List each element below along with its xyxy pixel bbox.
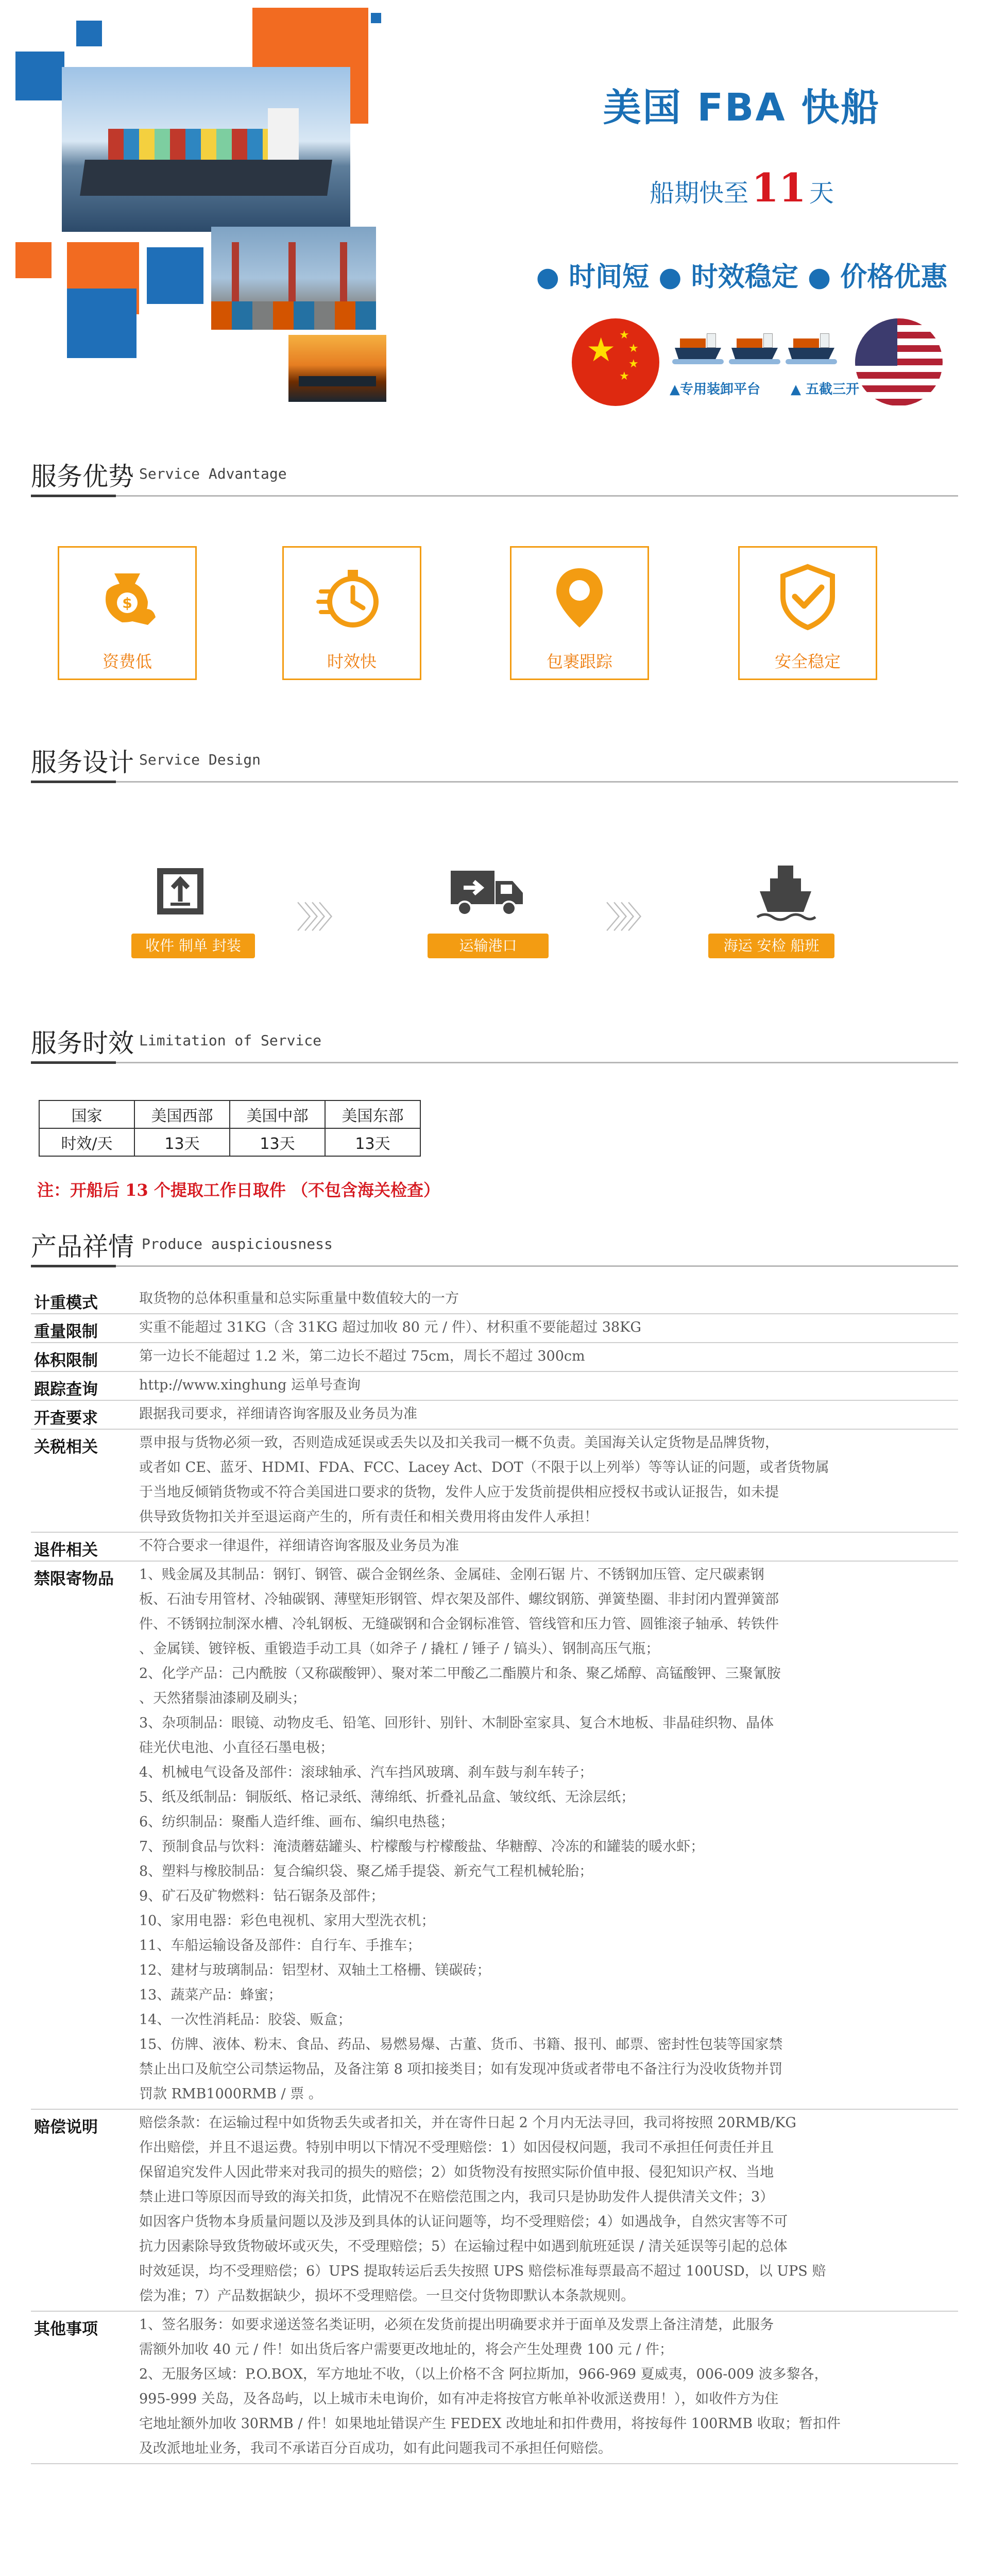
advantage-label: 安全稳定 xyxy=(774,652,841,671)
arrow-chevrons-icon: 〉〉〉〉 xyxy=(296,900,340,936)
detail-value xyxy=(139,1343,958,1371)
detail-value xyxy=(139,1533,958,1561)
detail-line: 取货物的总体积重量和总实际重量中数值较大的一方 xyxy=(139,1291,459,1307)
section-divider xyxy=(31,781,958,783)
stopwatch-icon xyxy=(284,558,420,635)
subtitle-suffix: 天 xyxy=(809,179,834,208)
decor-square xyxy=(15,242,52,278)
detail-row xyxy=(31,1314,958,1343)
detail-row xyxy=(31,1372,958,1401)
detail-key: 计重模式 xyxy=(34,1294,98,1312)
detail-row xyxy=(31,2110,958,2312)
package-icon xyxy=(142,855,219,927)
table-cell: 国家 xyxy=(39,1100,134,1128)
tag-platform: ▲专用装卸平台 xyxy=(670,382,760,397)
decor-square xyxy=(76,21,102,46)
usa-flag-icon xyxy=(855,318,943,406)
detail-key: 关税相关 xyxy=(34,1438,98,1456)
section-subtitle: Service Advantage xyxy=(139,465,287,482)
detail-line: http://www.xinghung 运单号查询 xyxy=(139,1377,361,1393)
hero-subtitle xyxy=(587,165,896,211)
detail-key: 退件相关 xyxy=(34,1541,98,1560)
detail-line: 保留追究发件人因此带来对我司的损失的赔偿；2）如货物没有按照实际价值申报、侵犯知识产权、当地 xyxy=(139,2164,774,2180)
ship-icon xyxy=(670,322,726,368)
detail-line: 票申报与货物必须一致，否则造成延误或丢失以及扣关我司一概不负责。美国海关认定货物是品牌货物， xyxy=(139,1435,779,1451)
detail-line: 11、车船运输设备及部件：自行车、手推车； xyxy=(139,1938,421,1954)
tag-loading: ▲ 五截三开 xyxy=(791,382,860,397)
section-header-advantage xyxy=(31,456,958,497)
advantage-card xyxy=(282,546,421,680)
detail-line: 第一边长不能超过 1.2 米，第二边长不超过 75cm，周长不超过 300cm xyxy=(139,1348,585,1364)
section-title: 服务设计 xyxy=(31,748,134,777)
detail-value xyxy=(139,1285,958,1313)
table-cell: 美国西部 xyxy=(134,1100,230,1128)
detail-line: 抗力因素除导致货物破坏或灭失，不受理赔偿；5）在运输过程中如遇到航班延误 / 清关延误等引起的总体 xyxy=(139,2239,788,2255)
detail-line: 禁止出口及航空公司禁运物品，及备注第 8 项扣接类目；如有发现冲货或者带电不备注行为没收货物并罚 xyxy=(139,2061,783,2077)
table-cell: 13天 xyxy=(134,1128,230,1156)
detail-row xyxy=(31,1401,958,1430)
detail-value xyxy=(139,2312,958,2463)
decor-square xyxy=(147,247,203,304)
detail-line: 时效延误，均不受理赔偿；6）UPS 提取转运后丢失按照 UPS 赔偿标准每票最高不超过 100USD，以 UPS 赔 xyxy=(139,2263,826,2279)
detail-line: 禁止进口等原因而导致的海关扣货，此情况不在赔偿范围之内，我司只是协助发件人提供清关文件；3） xyxy=(139,2189,774,2205)
subtitle-prefix: 船期快至 xyxy=(650,179,749,208)
advantage-card xyxy=(58,546,197,680)
advantage-label: 包裹跟踪 xyxy=(546,652,612,671)
detail-line: 8、塑料与橡胶制品：复合编织袋、聚乙烯手提袋、新充气工程机械轮胎； xyxy=(139,1863,593,1879)
detail-key: 重量限制 xyxy=(34,1323,98,1341)
location-pin-icon xyxy=(511,558,647,635)
detail-line: 2、化学产品：己内酰胺（又称碳酸钾）、聚对苯二甲酸乙二酯膜片和条、聚乙烯醇、高锰酸钾、三聚氰胺 xyxy=(139,1666,781,1682)
detail-key: 禁限寄物品 xyxy=(34,1570,114,1588)
detail-value xyxy=(139,1562,958,2109)
detail-line: 如因客户货物本身质量问题以及涉及到具体的认证问题等，均不受理赔偿；4）如遇战争，自然灾害等不可 xyxy=(139,2214,788,2230)
detail-row xyxy=(31,1343,958,1372)
detail-line: 板、石油专用管材、冷轴碳钢、薄壁矩形钢管、焊衣架及部件、螺纹钢筋、弹簧垫圈、非封闭内置弹簧部 xyxy=(139,1591,779,1607)
detail-row xyxy=(31,1430,958,1533)
detail-line: 2、无服务区域：P.O.BOX，军方地址不收，（以上价格不含 阿拉斯加，966-969 夏威夷，006-009 波多黎各， xyxy=(139,2366,828,2382)
table-cell: 13天 xyxy=(230,1128,325,1156)
hero-title: 美国 FBA 快船 xyxy=(603,86,881,130)
detail-line: 作出赔偿，并且不退运费。特别申明以下情况不受理赔偿：1）如因侵权问题，我司不承担任何责任并且 xyxy=(139,2140,774,2156)
detail-line: 需额外加收 40 元 / 件！如出货后客户需要更改地址的，将会产生处理费 100 元 / 件； xyxy=(139,2342,673,2358)
detail-line: 供导致货物扣关并至退运商产生的，所有责任和相关费用将由发件人承担！ xyxy=(139,1509,598,1525)
section-header-timing xyxy=(31,1023,958,1064)
detail-line: 偿为准；7）产品数据缺少，损坏不受理赔偿。一旦交付货物即默认本条款规则。 xyxy=(139,2288,635,2304)
decor-square xyxy=(371,13,381,23)
detail-line: 9、矿石及矿物燃料：钻石锯条及部件； xyxy=(139,1888,385,1904)
detail-line: 、天然猪鬃油漆刷及刷头； xyxy=(139,1690,306,1706)
detail-line: 12、建材与玻璃制品：铝型材、双轴土工格栅、镁碳砖； xyxy=(139,1962,491,1978)
detail-value xyxy=(139,1401,958,1429)
detail-line: 硅光伏电池、小直径石墨电极； xyxy=(139,1740,334,1756)
detail-line: 15、仿牌、液体、粉末、食品、药品、易燃易爆、古董、货币、书籍、报刊、邮票、密封性包装等国家禁 xyxy=(139,2037,783,2053)
detail-line: 、金属镁、镀锌板、重锻造手动工具（如斧子 / 撬杠 / 锤子 / 镐头）、钢制高压气瓶； xyxy=(139,1641,660,1657)
detail-key: 其他事项 xyxy=(34,2320,98,2338)
detail-line: 10、家用电器：彩色电视机、家用大型洗衣机； xyxy=(139,1913,435,1929)
section-divider xyxy=(31,495,958,497)
sunset-ship-photo xyxy=(288,335,386,402)
section-header-details xyxy=(31,1226,958,1267)
section-title: 产品祥情 xyxy=(31,1232,134,1262)
advantage-label: 时效快 xyxy=(327,652,377,671)
detail-line: 及改派地址业务，我司不承诺百分百成功，如有此问题我司不承担任何赔偿。 xyxy=(139,2441,612,2456)
timing-table xyxy=(39,1100,421,1157)
detail-key: 开查要求 xyxy=(34,1409,98,1428)
svg-text:$: $ xyxy=(122,595,132,612)
detail-line: 赔偿条款：在运输过程中如货物丢失或者扣关，并在寄件日起 2 个月内无法寻回，我司将按照 20RMB/KG xyxy=(139,2115,796,2131)
hero-banner xyxy=(0,0,989,453)
detail-row xyxy=(31,1533,958,1562)
section-subtitle: Service Design xyxy=(139,751,261,768)
table-cell: 时效/天 xyxy=(39,1128,134,1156)
decor-square xyxy=(15,52,64,100)
subtitle-days: 11 xyxy=(752,165,806,211)
detail-row xyxy=(31,1562,958,2110)
detail-line: 不符合要求一律退件，祥细请咨询客服及业务员为准 xyxy=(139,1538,459,1554)
detail-row xyxy=(31,1285,958,1314)
detail-line: 1、贱金属及其制品：钢钉、钢管、碳合金钢丝条、金属硅、金刚石锯 片、不锈钢加压管、定尺碳素钢 xyxy=(139,1567,764,1583)
table-cell: 美国中部 xyxy=(230,1100,325,1128)
money-bag-icon xyxy=(59,558,195,635)
section-divider xyxy=(31,1062,958,1063)
china-flag-icon: ★ ★ ★ ★ ★ xyxy=(572,318,659,406)
detail-line: 宅地址额外加收 30RMB / 件！如果地址错误产生 FEDEX 改地址和扣件费用，将按每件 100RMB 收取；暂扣件 xyxy=(139,2416,841,2432)
ship-icon xyxy=(726,322,783,368)
table-row xyxy=(39,1128,420,1156)
ship-icon xyxy=(747,855,824,927)
detail-line: 于当地反倾销货物或不符合美国进口要求的货物，发件人应于发货前提供相应授权书或认证报告，如未提 xyxy=(139,1484,779,1500)
flow-step-label: 运输港口 xyxy=(428,934,549,958)
section-title: 服务优势 xyxy=(31,462,134,492)
section-header-design xyxy=(31,742,958,783)
hero-features: ● 时间短 ● 时效稳定 ● 价格优惠 xyxy=(536,261,948,293)
advantage-label: 资费低 xyxy=(102,652,152,671)
advantage-card xyxy=(510,546,649,680)
shield-check-icon xyxy=(740,558,876,635)
table-header-row xyxy=(39,1100,420,1128)
arrow-chevrons-icon: 〉〉〉〉 xyxy=(605,900,650,936)
detail-row xyxy=(31,2312,958,2464)
detail-line: 6、纺织制品：聚酯人造纤维、画布、编织电热毯； xyxy=(139,1814,454,1830)
detail-line: 5、纸及纸制品：铜版纸、格记录纸、薄绵纸、折叠礼品盒、皱纹纸、无涂层纸； xyxy=(139,1789,635,1805)
cargo-ship-photo xyxy=(62,67,350,232)
detail-line: 7、预制食品与饮料：淹渍蘑菇罐头、柠檬酸与柠檬酸盐、华糖醇、冷冻的和罐装的暖水虾； xyxy=(139,1839,705,1855)
detail-line: 罚款 RMB1000RMB / 票 。 xyxy=(139,2086,322,2102)
detail-key: 跟踪查询 xyxy=(34,1380,98,1399)
section-subtitle: Produce auspiciousness xyxy=(142,1235,333,1252)
detail-line: 13、蔬菜产品：蜂蜜； xyxy=(139,1987,282,2003)
detail-table xyxy=(31,1285,958,2464)
ship-icon xyxy=(783,322,840,368)
detail-line: 跟据我司要求，祥细请咨询客服及业务员为准 xyxy=(139,1406,417,1422)
section-title: 服务时效 xyxy=(31,1028,134,1058)
detail-value xyxy=(139,1372,958,1400)
port-photo xyxy=(211,227,376,330)
advantage-card xyxy=(738,546,877,680)
detail-line: 件、不锈钢拉制深水槽、冷轧钢板、无缝碳钢和合金钢标准管、管线管和压力管、圆锥滚子轴承、转铁件 xyxy=(139,1616,779,1632)
section-subtitle: Limitation of Service xyxy=(139,1032,322,1049)
timing-note: 注：开船后 13 个提取工作日取件 （不包含海关检查） xyxy=(37,1180,440,1200)
table-cell: 美国东部 xyxy=(325,1100,420,1128)
detail-line: 1、签名服务：如要求递送签名类证明，必须在发货前提出明确要求并于面单及发票上备注清楚，此服务 xyxy=(139,2317,774,2333)
flow-step-label: 收件 制单 封装 xyxy=(131,934,255,958)
detail-line: 14、一次性消耗品：胶袋、贩盒； xyxy=(139,2012,352,2028)
detail-line: 3、杂项制品：眼镜、动物皮毛、铅笔、回形针、别针、木制卧室家具、复合木地板、非晶硅织物、晶体 xyxy=(139,1715,774,1731)
section-divider xyxy=(31,1265,958,1267)
detail-key: 体积限制 xyxy=(34,1351,98,1370)
detail-line: 4、机械电气设备及部件：滚球轴承、汽车挡风玻璃、刹车鼓与刹车转子； xyxy=(139,1765,593,1781)
detail-value xyxy=(139,2110,958,2311)
flow-step-label: 海运 安检 船班 xyxy=(708,934,834,958)
detail-value xyxy=(139,1430,958,1532)
table-cell: 13天 xyxy=(325,1128,420,1156)
decor-square xyxy=(67,289,137,358)
detail-line: 实重不能超过 31KG（含 31KG 超过加收 80 元 / 件）、材积重不要能超过 38KG xyxy=(139,1319,641,1335)
detail-key: 赔偿说明 xyxy=(34,2118,98,2137)
detail-value xyxy=(139,1314,958,1342)
detail-line: 995-999 关岛，及各岛屿，以上城市未电询价，如有冲走将按官方帐单补收派送费用！），如收件方为住 xyxy=(139,2391,779,2407)
truck-icon xyxy=(448,855,525,927)
detail-line: 或者如 CE、蓝牙、HDMI、FDA、FCC、Lacey Act、DOT（不限于以上列举）等等认证的问题，或者货物属 xyxy=(139,1460,829,1476)
